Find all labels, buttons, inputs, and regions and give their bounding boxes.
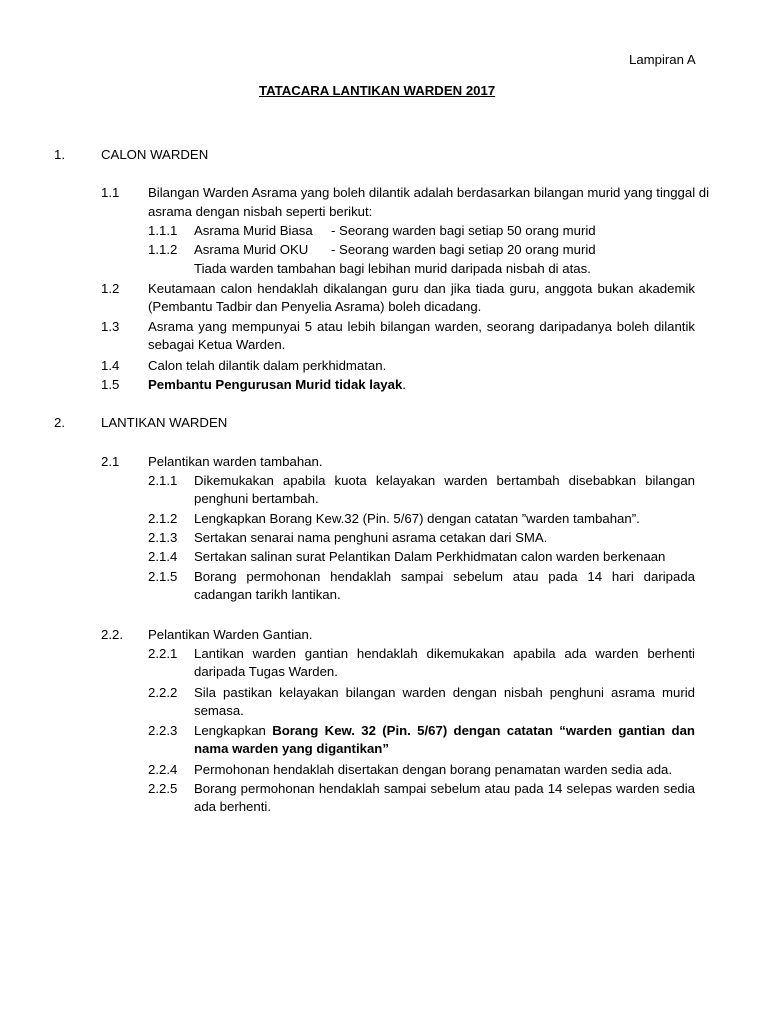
- item-2-2-2-text: Sila pastikan kelayakan bilangan warden dengan nisbah penghuni asrama murid semasa.: [194, 685, 695, 718]
- item-1-2-text: Keutamaan calon hendaklah dikalangan guru dan jika tiada guru, anggota bukan akademik (Pembantu Tadbir dan Penyelia Asrama) boleh dicadang.: [148, 281, 695, 314]
- item-2-2-1-number: 2.2.1: [148, 646, 178, 661]
- item-2-1-number: 2.1: [101, 454, 120, 469]
- item-1-2-number: 1.2: [101, 281, 120, 296]
- item-1-3-text: Asrama yang mempunyai 5 atau lebih bilangan warden, seorang daripadanya boleh dilantik sebagai Ketua Warden.: [148, 319, 695, 352]
- item-2-1-4-text: Sertakan salinan surat Pelantikan Dalam Perkhidmatan calon warden berkenaan: [194, 549, 666, 564]
- item-2-2-5-number: 2.2.5: [148, 781, 178, 796]
- item-1-1-number: 1.1: [101, 185, 120, 200]
- item-2-2-3-bold: Borang Kew. 32 (Pin. 5/67) dengan catatan “warden gantian dan nama warden yang digantikan”: [194, 723, 695, 756]
- item-2-1-3-number: 2.1.3: [148, 530, 178, 545]
- item-2-1-3-text: Sertakan senarai nama penghuni asrama cetakan dari SMA.: [194, 530, 548, 545]
- item-1-1-1-label: Asrama Murid Biasa: [194, 223, 313, 238]
- item-1-1-1-ratio: - Seorang warden bagi setiap 50 orang murid: [331, 223, 596, 238]
- annex-label: Lampiran A: [629, 52, 696, 67]
- item-1-4-number: 1.4: [101, 358, 120, 373]
- item-2-1-1-number: 2.1.1: [148, 473, 178, 488]
- item-2-2-3-lead: Lengkapkan: [194, 723, 273, 738]
- section-1-heading: CALON WARDEN: [101, 147, 209, 162]
- section-1-number: 1.: [54, 147, 65, 162]
- item-2-2-4-text: Permohonan hendaklah disertakan dengan borang penamatan warden sedia ada.: [194, 762, 673, 777]
- item-1-1-text-line2: asrama dengan nisbah seperti berikut:: [148, 204, 373, 219]
- item-1-1-text-line1: Bilangan Warden Asrama yang boleh dilantik adalah berdasarkan bilangan murid yang tinggal di: [148, 185, 710, 200]
- item-2-1-5-number: 2.1.5: [148, 569, 178, 584]
- item-2-2-text: Pelantikan Warden Gantian.: [148, 627, 313, 642]
- item-2-2-3-number: 2.2.3: [148, 723, 178, 738]
- item-2-1-2-number: 2.1.2: [148, 511, 178, 526]
- item-1-1-2-label: Asrama Murid OKU: [194, 242, 309, 257]
- item-1-1-2-ratio: - Seorang warden bagi setiap 20 orang murid: [331, 242, 596, 257]
- document-title: TATACARA LANTIKAN WARDEN 2017: [259, 83, 496, 98]
- section-2-heading: LANTIKAN WARDEN: [101, 415, 228, 430]
- section-2-number: 2.: [54, 415, 65, 430]
- item-2-2-2-number: 2.2.2: [148, 685, 178, 700]
- item-2-2-5-text: Borang permohonan hendaklah sampai sebelum atau pada 14 selepas warden sedia ada berhenti.: [194, 781, 695, 814]
- item-1-5-number: 1.5: [101, 377, 120, 392]
- item-2-1-2-text: Lengkapkan Borang Kew.32 (Pin. 5/67) dengan catatan ”warden tambahan”.: [194, 511, 640, 526]
- item-1-1-1-number: 1.1.1: [148, 223, 178, 238]
- item-1-3-number: 1.3: [101, 319, 120, 334]
- item-1-1-note: Tiada warden tambahan bagi lebihan murid daripada nisbah di atas.: [194, 261, 591, 276]
- item-2-2-3-text: [194, 722, 695, 758]
- item-2-1-4-number: 2.1.4: [148, 549, 178, 564]
- item-2-2-number: 2.2.: [101, 627, 123, 642]
- item-1-5-text: [148, 376, 406, 394]
- item-2-2-1-text: Lantikan warden gantian hendaklah dikemukakan apabila ada warden berhenti daripada Tugas Warden.: [194, 646, 695, 679]
- item-1-5-end: .: [402, 377, 406, 392]
- item-1-1-2-number: 1.1.2: [148, 242, 178, 257]
- item-2-1-5-text: Borang permohonan hendaklah sampai sebelum atau pada 14 hari daripada cadangan tarikh lantikan.: [194, 569, 695, 602]
- item-2-2-4-number: 2.2.4: [148, 762, 178, 777]
- item-1-4-text: Calon telah dilantik dalam perkhidmatan.: [148, 358, 387, 373]
- item-1-5-bold: Pembantu Pengurusan Murid tidak layak: [148, 377, 403, 392]
- item-2-1-text: Pelantikan warden tambahan.: [148, 454, 323, 469]
- item-2-1-1-text: Dikemukakan apabila kuota kelayakan warden bertambah disebabkan bilangan penghuni bertambah.: [194, 473, 695, 506]
